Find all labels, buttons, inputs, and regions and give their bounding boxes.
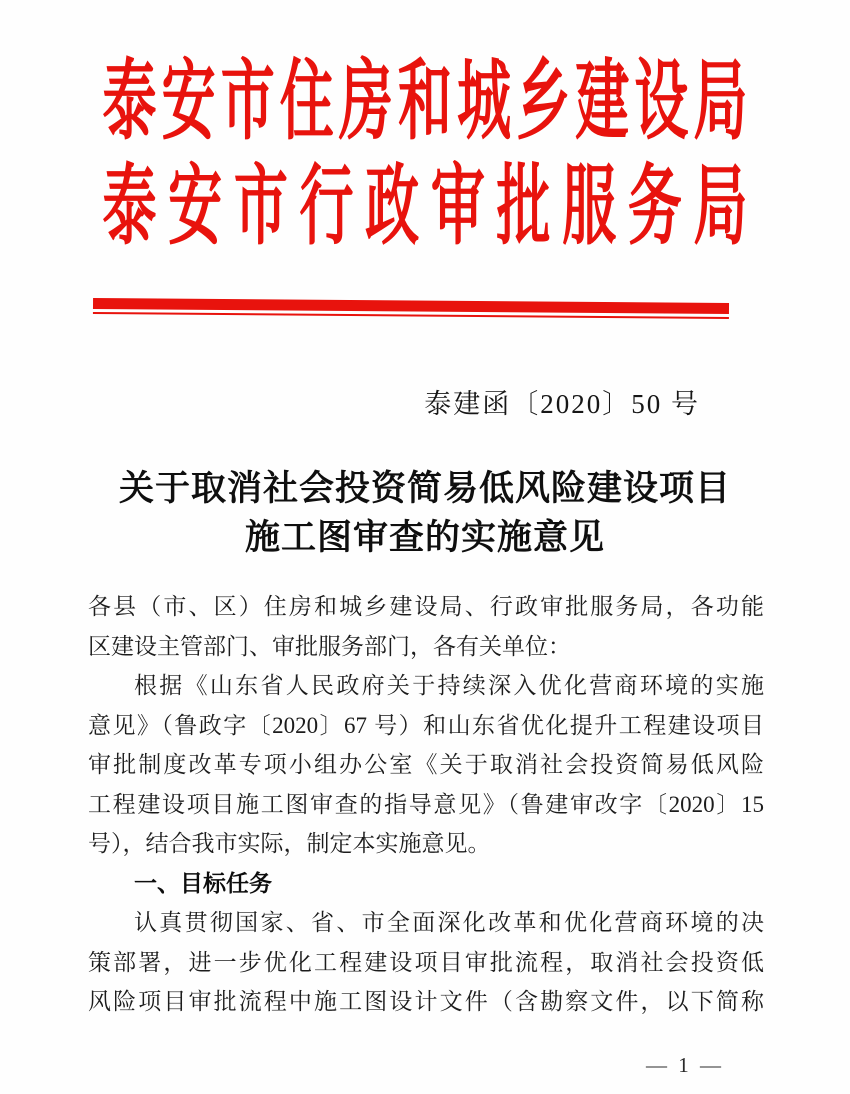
document-number: 泰建函〔2020〕50 号 — [424, 389, 700, 419]
document-title-line-2: 施工图审查的实施意见 — [244, 518, 605, 557]
body-line: 工程建设项目施工图审查的指导意见》（鲁建审改字〔2020〕15 — [88, 791, 764, 817]
body-line: 各县（市、区）住房和城乡建设局、行政审批服务局，各功能 — [88, 594, 764, 619]
body-line: 审批制度改革专项小组办公室《关于取消社会投资简易低风险 — [88, 752, 764, 777]
red-divider-thick-rule — [93, 298, 729, 314]
body-line: 意见》（鲁政字〔2020〕67 号）和山东省优化提升工程建设项目 — [88, 712, 764, 738]
document-title — [0, 464, 850, 562]
body-line: 认真贯彻国家、省、市全面深化改革和优化营商环境的决 — [134, 910, 764, 935]
body-line: 区建设主管部门、审批服务部门，各有关单位： — [88, 633, 571, 659]
letterhead — [0, 50, 850, 260]
body-line: 号），结合我市实际，制定本实施意见。 — [88, 831, 491, 856]
section-heading: 一、目标任务 — [134, 870, 272, 896]
body-line: 策部署，进一步优化工程建设项目审批流程，取消社会投资低 — [88, 949, 764, 975]
issuing-org-line-2: 泰安市行政审批服务局 — [102, 158, 748, 256]
body-line: 风险项目审批流程中施工图设计文件（含勘察文件，以下简称 — [88, 989, 764, 1014]
issuing-org-line-1: 泰安市住房和城乡建设局 — [102, 53, 748, 151]
document-body — [88, 587, 764, 1022]
body-line: 根据《山东省人民政府关于持续深入优化营商环境的实施 — [134, 673, 764, 698]
document-title-line-1: 关于取消社会投资简易低风险建设项目 — [118, 469, 731, 508]
page-number: — 1 — — [646, 1053, 724, 1077]
red-divider — [93, 298, 729, 319]
